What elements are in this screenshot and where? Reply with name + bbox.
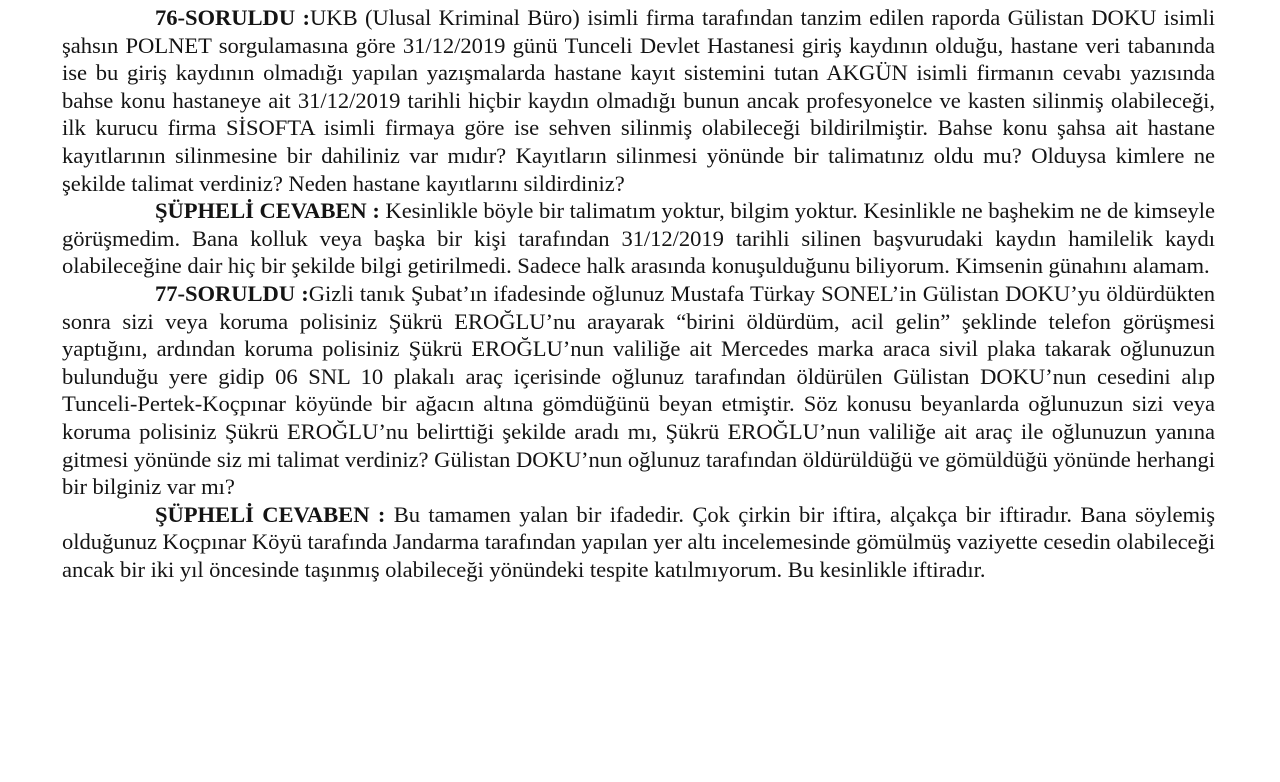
question-76-label: 76-SORULDU : (155, 5, 311, 30)
answer-76-text: Kesinlikle böyle bir talimatım yoktur, bilgim yoktur. Kesinlikle ne başhekim ne de kimseyle görüşmedim. Bana kolluk veya başka bir kişi tarafından 31/12/2019 tarihli silinen başvurudaki kaydın hamilelik kaydı olabileceğine dair hiç bir şekilde bilgi getirilmedi. Sadece halk arasında konuşulduğunu biliyorum. Kimsenin günahını alamam. (62, 198, 1215, 279)
answer-77-label: ŞÜPHELİ CEVABEN : (155, 501, 386, 527)
answer-77-paragraph (62, 501, 1215, 584)
question-77-text: Gizli tanık Şubat’ın ifadesinde oğlunuz Mustafa Türkay SONEL’in Gülistan DOKU’yu öldürdükten sonra sizi veya koruma polisiniz Şükrü EROĞLU’nu arayarak “birini öldürdüm, acil gelin” şeklinde telefon görüşmesi yaptığını, ardından koruma polisiniz Şükrü EROĞLU’nun valiliğe ait Mercedes marka araca sivil plaka takarak oğlunuzun bulunduğu yere gidip 06 SNL 10 plakalı araç içerisinde oğlunuz tarafından öldürülen Gülistan DOKU’nun cesedini alıp Tunceli-Pertek-Koçpınar köyünde bir ağacın altına gömdüğünü beyan etmiştir. Söz konusu beyanlarda oğlunuzun sizi veya koruma polisiniz Şükrü EROĞLU’nu belirttiği şekilde aradı mı, Şükrü EROĞLU’nun valiliğe ait araç ile oğlunuzun yanına gitmesi yönünde siz mi talimat verdiniz? Gülistan DOKU’nun oğlunuz tarafından öldürüldüğü ve gömüldüğü yönünde herhangi bir bilginiz var mı? (62, 280, 1215, 500)
question-76-text: UKB (Ulusal Kriminal Büro) isimli firma tarafından tanzim edilen raporda Gülistan DOKU isimli şahsın POLNET sorgulamasına göre 31/12/2019 günü Tunceli Devlet Hastanesi giriş kaydının olduğu, hastane veri tabanında ise bu giriş kaydının olmadığı yapılan yazışmalarda hastane kayıt sistemini tutan AKGÜN isimli firmanın cevabı yazısında bahse konu hastaneye ait 31/12/2019 tarihli hiçbir kaydın olmadığı bunun ancak profesyonelce ve kasten silinmiş olabileceği, ilk kurucu firma SİSOFTA isimli firmaya göre ise sehven silinmiş olabileceği bildirilmiştir. Bahse konu şahsa ait hastane kayıtlarının silinmesine bir dahiliniz var mıdır? Kayıtların silinmesi yönünde bir talimatınız oldu mu? Olduysa kimlere ne şekilde talimat verdiniz? Neden hastane kayıtlarını sildirdiniz? (62, 5, 1215, 196)
question-76-paragraph (62, 4, 1215, 197)
answer-76-label: ŞÜPHELİ CEVABEN : (155, 198, 380, 224)
answer-77-text: Bu tamamen yalan bir ifadedir. Çok çirkin bir iftira, alçakça bir iftiradır. Bana söylemiş olduğunuz Koçpınar Köyü tarafında Jandarma tarafından yapılan yer altı incelemesinde gömülmüş vaziyette cesedin olabileceği ancak bir iki yıl öncesinde taşınmış olabileceği yönündeki tespite katılmıyorum. Bu kesinlikle iftiradır. (62, 501, 1215, 582)
question-77-paragraph (62, 280, 1215, 501)
answer-76-paragraph (62, 197, 1215, 280)
question-77-label: 77-SORULDU : (155, 280, 309, 306)
document-page (62, 4, 1215, 583)
